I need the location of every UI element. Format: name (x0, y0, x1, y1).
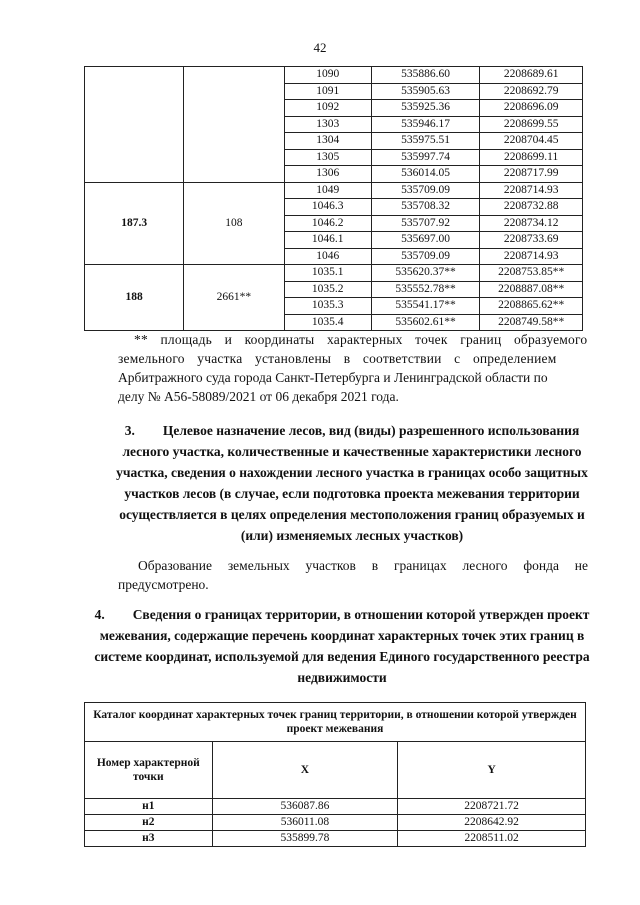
y-coordinate: 2208717.99 (480, 166, 583, 183)
area-cell (184, 67, 284, 183)
point-number: н3 (85, 831, 213, 847)
point-number: 1304 (284, 133, 371, 150)
x-coordinate: 535552.78** (371, 281, 479, 298)
point-number: 1049 (284, 182, 371, 199)
point-number: 1306 (284, 166, 371, 183)
x-coordinate: 536087.86 (212, 799, 398, 815)
y-coordinate: 2208689.61 (480, 67, 583, 84)
x-coordinate: 536014.05 (371, 166, 479, 183)
x-coordinate: 535946.17 (371, 116, 479, 133)
x-coordinate: 536011.08 (212, 815, 398, 831)
header-point: Номер характерной точки (85, 742, 213, 799)
footnote-line: земельного участка установлены в соответствии с определением (118, 351, 557, 366)
area-cell: 108 (184, 182, 284, 265)
x-coordinate: 535709.09 (371, 182, 479, 199)
y-coordinate: 2208734.12 (480, 215, 583, 232)
catalog-table (84, 702, 586, 847)
y-coordinate: 2208721.72 (398, 799, 586, 815)
point-number: н1 (85, 799, 213, 815)
x-coordinate: 535697.00 (371, 232, 479, 249)
section-4-heading (92, 604, 592, 688)
y-coordinate: 2208699.11 (480, 149, 583, 166)
y-coordinate: 2208714.93 (480, 182, 583, 199)
x-coordinate: 535925.36 (371, 100, 479, 117)
x-coordinate: 535899.78 (212, 831, 398, 847)
parcel-id-cell: 187.3 (85, 182, 184, 265)
point-number: 1046.1 (284, 232, 371, 249)
x-coordinate: 535620.37** (371, 265, 479, 282)
x-coordinate: 535707.92 (371, 215, 479, 232)
y-coordinate: 2208753.85** (480, 265, 583, 282)
y-coordinate: 2208699.55 (480, 116, 583, 133)
section-title: Целевое назначение лесов, вид (виды) разрешенного использования лесного участка, количественные и качественные характеристики лесного участка, сведения о нахождении лесного участка в границах особо защитных участков лесов (в случае, если подготовка проекта межевания территории осуществляется в целях определения местоположения границ образуемых и (или) изменяемых лесных участков) (116, 423, 588, 543)
point-number: 1046 (284, 248, 371, 265)
footnote-line: делу № А56-58089/2021 от 06 декабря 2021 года. (118, 389, 399, 404)
table-row (85, 67, 583, 84)
catalog-caption: Каталог координат характерных точек границ территории, в отношении которой утвержден проект межевания (85, 703, 586, 742)
y-coordinate: 2208704.45 (480, 133, 583, 150)
footnote-line: ** площадь и координаты характерных точек границ образуемого (134, 332, 588, 347)
point-number: 1092 (284, 100, 371, 117)
x-coordinate: 535975.51 (371, 133, 479, 150)
table-row (85, 831, 586, 847)
y-coordinate: 2208887.08** (480, 281, 583, 298)
point-number: 1046.2 (284, 215, 371, 232)
header-y: Y (398, 742, 586, 799)
paragraph: Образование земельных участков в границах лесного фонда не предусмотрено. (118, 558, 588, 592)
table-row (85, 265, 583, 282)
y-coordinate: 2208732.88 (480, 199, 583, 216)
page-number: 42 (313, 40, 327, 55)
point-number: 1035.1 (284, 265, 371, 282)
x-coordinate: 535886.60 (371, 67, 479, 84)
section-3-text (118, 556, 588, 594)
y-coordinate: 2208642.92 (398, 815, 586, 831)
section-3-heading (112, 420, 592, 546)
parcel-id-cell: 188 (85, 265, 184, 331)
footnote-line: Арбитражного суда города Санкт-Петербурга и Ленинградской области по (118, 370, 548, 385)
point-number: 1035.4 (284, 314, 371, 331)
point-number: 1090 (284, 67, 371, 84)
section-title: Сведения о границах территории, в отношении которой утвержден проект межевания, содержащие перечень координат характерных точек этих границ в системе координат, используемой для ведения Единого государственного реестра недвижимости (94, 607, 590, 685)
point-number: 1035.3 (284, 298, 371, 315)
y-coordinate: 2208749.58** (480, 314, 583, 331)
y-coordinate: 2208714.93 (480, 248, 583, 265)
point-number: 1091 (284, 83, 371, 100)
y-coordinate: 2208865.62** (480, 298, 583, 315)
area-cell: 2661** (184, 265, 284, 331)
x-coordinate: 535541.17** (371, 298, 479, 315)
point-number: 1035.2 (284, 281, 371, 298)
point-number: 1303 (284, 116, 371, 133)
coordinates-table (84, 66, 583, 331)
section-number: 3. (124, 423, 135, 438)
y-coordinate: 2208696.09 (480, 100, 583, 117)
table-row (85, 182, 583, 199)
x-coordinate: 535602.61** (371, 314, 479, 331)
x-coordinate: 535709.09 (371, 248, 479, 265)
x-coordinate: 535905.63 (371, 83, 479, 100)
footnote (118, 330, 588, 406)
y-coordinate: 2208733.69 (480, 232, 583, 249)
table-row (85, 799, 586, 815)
header-x: X (212, 742, 398, 799)
y-coordinate: 2208692.79 (480, 83, 583, 100)
y-coordinate: 2208511.02 (398, 831, 586, 847)
section-number: 4. (94, 607, 105, 622)
parcel-id-cell (85, 67, 184, 183)
table-row (85, 815, 586, 831)
x-coordinate: 535997.74 (371, 149, 479, 166)
x-coordinate: 535708.32 (371, 199, 479, 216)
point-number: н2 (85, 815, 213, 831)
point-number: 1046.3 (284, 199, 371, 216)
point-number: 1305 (284, 149, 371, 166)
